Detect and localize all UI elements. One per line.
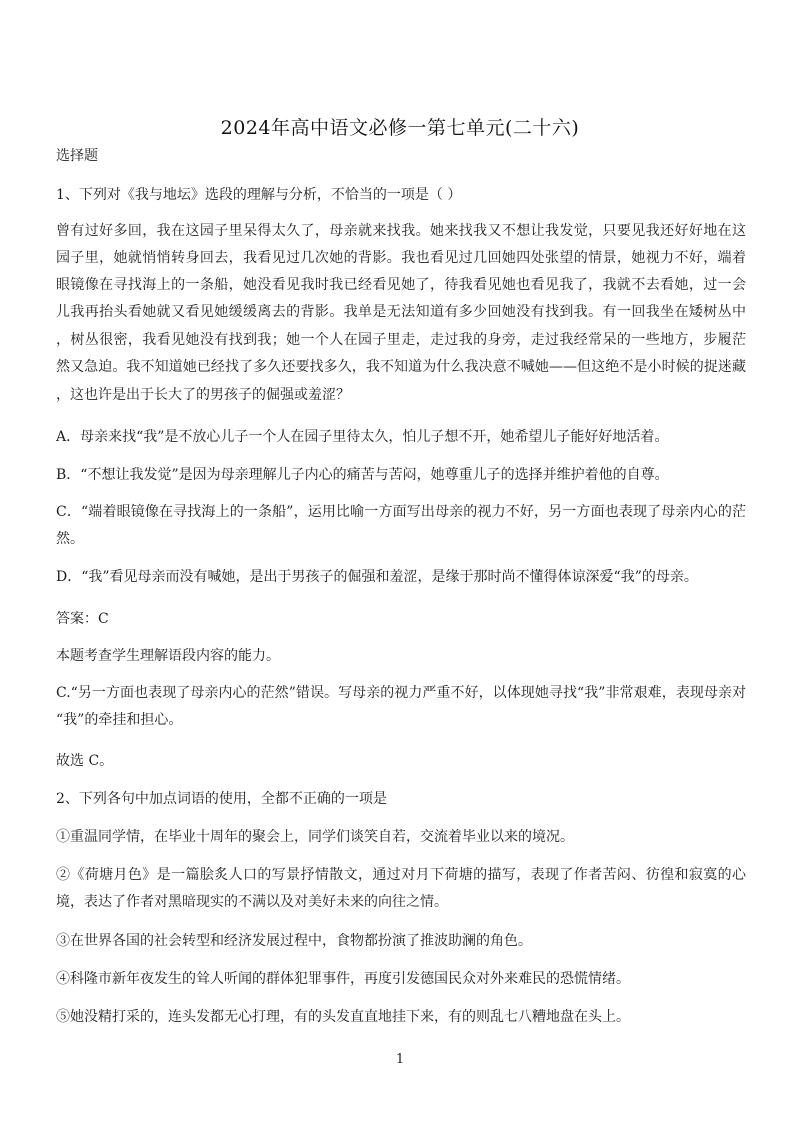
section-heading: 选择题	[56, 148, 98, 164]
explanation-conclusion: 故选 C。	[56, 753, 114, 769]
passage-line: 然又急迫。我不知道她已经找了多久还要找多久，我不知道为什么我决意不喊她——但这绝不是小时候的捉迷藏	[56, 359, 746, 375]
passage-line: ，这也许是出于长大了的男孩子的倔强或羞涩？	[56, 387, 350, 403]
question-2-item-continued: 境，表达了作者对黑暗现实的不满以及对美好未来的向往之情。	[56, 894, 448, 910]
question-2-item: ①重温同学情，在毕业十周年的聚会上，同学们谈笑自若，交流着毕业以来的境况。	[56, 829, 574, 845]
passage-line: 眼镜像在寻找海上的一条船，她没看见我时我已经看见她了，待我看见她也看见我了，我就不去看她，过一会	[56, 277, 746, 293]
option-b: B．“不想让我发觉”是因为母亲理解儿子内心的痛苦与苦闷，她尊重儿子的选择并维护着他的自尊。	[56, 467, 669, 483]
answer: 答案：C	[56, 611, 109, 627]
page-number: 1	[395, 1052, 405, 1067]
page-title: 2024年高中语文必修一第七单元(二十六)	[220, 117, 580, 139]
option-a: A．母亲来找“我”是不放心儿子一个人在园子里待太久，怕儿子想不开，她希望儿子能好好地活着。	[56, 429, 669, 445]
passage-line: ，树丛很密，我看见她没有找到我；她一个人在园子里走，走过我的身旁，走过我经常呆的一些地方，步履茫	[56, 332, 746, 348]
option-c: C．“端着眼镜像在寻找海上的一条船”，运用比喻一方面写出母亲的视力不好，另一方面也表现了母亲内心的茫	[56, 504, 746, 520]
question-1-stem: 1、下列对《我与地坛》选段的理解与分析，不恰当的一项是（ ）	[56, 187, 462, 203]
option-c-continued: 然。	[56, 531, 84, 547]
passage-line: 儿我再抬头看她就又看见她缓缓离去的背影。我单是无法知道有多少回她没有找到我。有一回我坐在矮树丛中	[56, 304, 746, 320]
explanation-line: C.“另一方面也表现了母亲内心的茫然”错误。写母亲的视力严重不好，以体现她寻找“我”非常艰难，表现母亲对	[56, 685, 746, 701]
question-2-item: ⑤她没精打采的，连头发都无心打理，有的头发直直地挂下来，有的则乱七八糟地盘在头上。	[56, 1009, 630, 1025]
question-2-stem: 2、下列各句中加点词语的使用，全都不正确的一项是	[56, 791, 387, 807]
question-2-item: ④科隆市新年夜发生的耸人听闻的群体犯罪事件，再度引发德国民众对外来难民的恐慌情绪。	[56, 971, 630, 987]
explanation-line: “我”的牵挂和担心。	[56, 712, 183, 728]
passage-line: 园子里，她就悄悄转身回去，我看见过几次她的背影。我也看见过几回她四处张望的情景，她视力不好，端着	[56, 250, 746, 266]
question-2-item: ③在世界各国的社会转型和经济发展过程中，食物都扮演了推波助澜的角色。	[56, 933, 532, 949]
passage-line: 曾有过好多回，我在这园子里呆得太久了，母亲就来找我。她来找我又不想让我发觉，只要见我还好好地在这	[56, 223, 746, 239]
explanation-line: 本题考查学生理解语段内容的能力。	[56, 648, 280, 664]
question-2-item: ②《荷塘月色》是一篇脍炙人口的写景抒情散文，通过对月下荷塘的描写，表现了作者苦闷、彷徨和寂寞的心	[56, 867, 746, 883]
option-d: D．“我”看见母亲而没有喊她，是出于男孩子的倔强和羞涩，是缘于那时尚不懂得体谅深爱“我”的母亲。	[56, 569, 698, 585]
